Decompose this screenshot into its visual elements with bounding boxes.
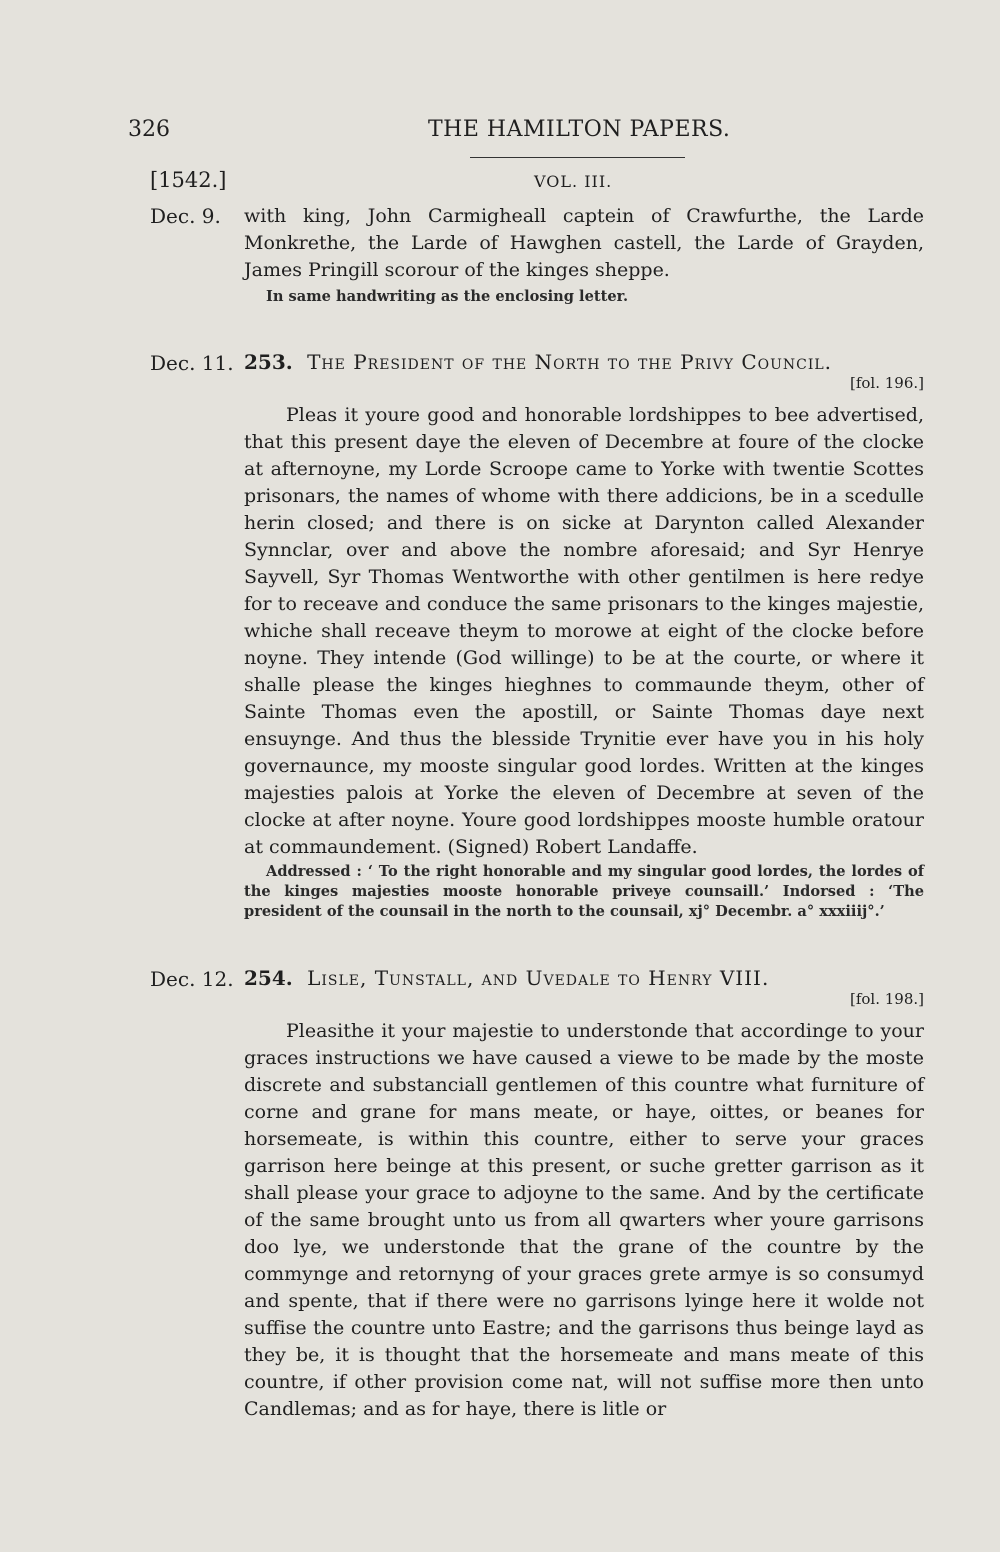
entry-heading (244, 966, 924, 990)
volume-label: VOL. III. (534, 172, 613, 191)
header-rule (470, 157, 685, 158)
entry-date: Dec. 11. (150, 351, 234, 375)
entry-text: Pleasithe it your majestie to understonde that accordinge to your graces instructions we have caused a viewe to be made by the moste discrete and substanciall gentlemen of this countre what furniture of corne and grane for mans meate, or haye, oittes, or beanes for horsemeate, is within this countre, either to serve your graces garrison here beinge at this present, or suche gretter garrison as it shall please your grace to adjoyne to the same. And by the certificate of the same brought unto us from all qwarters wher youre garrisons doo lye, we understonde that the grane of the countre by the commynge and retornyng of your graces grete armye is so consumyd and spente, that if there were no garrisons lyinge here it wolde not suffise the countre unto Eastre; and the garrisons thus beinge layd as they be, it is thought that the horsemeate and mans meate of this countre, if other provision come nat, will not suffise more then unto Candlemas; and as for haye, there is litle or (244, 1020, 924, 1420)
page-number: 326 (128, 117, 170, 142)
entry-note: Addressed : ‘ To the right honorable and my singular good lordes, the lordes of the kinges majesties mooste honorable priveye counsaill.’ Indorsed : ‘The president of the counsail in the north to the counsail, xj° Decembr. a° xxxiiij°.’ (244, 863, 924, 920)
entry-date: Dec. 9. (150, 204, 221, 228)
entry-heading (244, 350, 924, 374)
entry-text: with king, John Carmigheall captein of Crawfurthe, the Larde Monkrethe, the Larde of Hawghen castell, the Larde of Grayden, James Pringill scorour of the kinges sheppe. (244, 205, 924, 281)
entry-text: Pleas it youre good and honorable lordshippes to bee advertised, that this present daye the eleven of Decembre at foure of the clocke at afternoyne, my Lorde Scroope came to Yorke with twentie Scottes prisonars, the names of whome with there addicions, be in a scedulle herin closed; and there is on sicke at Darynton called Alexander Synnclar, over and above the nombre aforesaid; and Syr Henrye Sayvell, Syr Thomas Wentworthe with other gentilmen is here redye for to receave and conduce the same prisonars to the kinges majestie, whiche shall receave theym to morowe at eight of the clocke before noyne. They intende (God willinge) to be at the courte, or where it shalle please the kinges hieghnes to commaunde theym, other of Sainte Thomas even the apostill, or Sainte Thomas daye next ensuynge. And thus the blesside Trynitie ever have you in his holy governaunce, my mooste singular good lordes. Written at the kinges majesties palois at Yorke the eleven of Decembre at seven of the clocke at after noyne. Youre good lordshippes mooste humble oratour at commaundement. (Signed) Robert Landaffe. (244, 404, 924, 858)
running-title: THE HAMILTON PAPERS. (428, 117, 731, 142)
entry-title: The President of the North to the Privy Council. (307, 350, 833, 374)
entry-note: In same handwriting as the enclosing letter. (266, 288, 629, 305)
year-label: [1542.] (150, 168, 227, 192)
entry-number: 253. (244, 350, 293, 374)
running-head (0, 117, 1000, 147)
entry-date: Dec. 12. (150, 967, 234, 991)
folio-reference: [fol. 196.] (849, 374, 924, 392)
entry-number: 254. (244, 966, 293, 990)
entry-title: Lisle, Tunstall, and Uvedale to Henry VIII. (307, 966, 770, 990)
folio-reference: [fol. 198.] (849, 990, 924, 1008)
